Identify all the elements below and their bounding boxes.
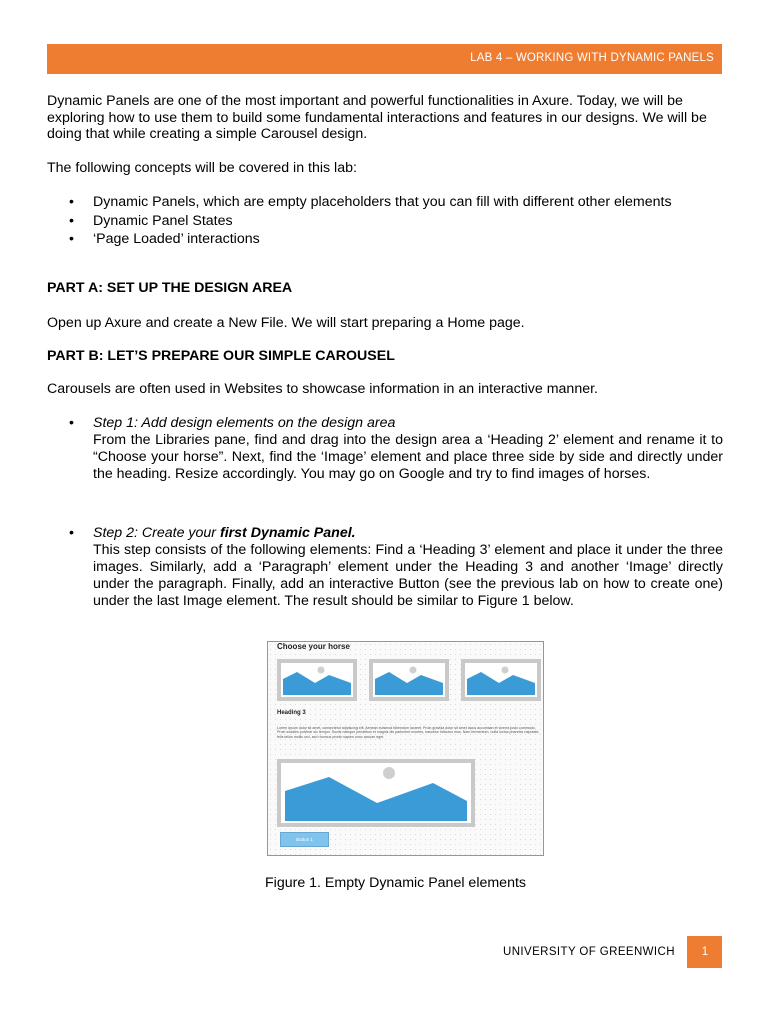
image-placeholder-icon: [281, 763, 471, 823]
figure-heading-3: Heading 3: [277, 710, 306, 716]
figure-image-3: [461, 659, 541, 701]
part-a-heading: PART A: SET UP THE DESIGN AREA: [47, 280, 293, 296]
list-item: • Dynamic Panels, which are empty placeholders that you can fill with different other elements: [69, 194, 672, 210]
bullet-icon: •: [69, 231, 74, 247]
page-number: 1: [688, 936, 722, 968]
bullet-icon: •: [69, 415, 74, 431]
figure-image-2: [369, 659, 449, 701]
figure-image-1: [277, 659, 357, 701]
image-placeholder-icon: [281, 663, 353, 697]
concepts-list: [69, 193, 729, 249]
step-1-title: Step 1: Add design elements on the design area: [93, 415, 396, 431]
image-placeholder-icon: [465, 663, 537, 697]
concepts-intro: The following concepts will be covered in this lab:: [47, 160, 357, 176]
part-b-text: Carousels are often used in Websites to showcase information in an interactive manner.: [47, 381, 598, 397]
bullet-icon: •: [69, 212, 74, 229]
figure-image-large: [277, 759, 475, 827]
figure-button[interactable]: Button 1: [280, 832, 329, 847]
step-2-title: Step 2: Create your first Dynamic Panel.: [93, 525, 356, 541]
figure-heading-2: Choose your horse: [277, 642, 350, 651]
step-2-body: This step consists of the following elements: Find a ‘Heading 3’ element and place it under the three images. Similarly, add a ‘Paragraph’ element under the Heading 3 and another ‘Image’ directly under the paragraph. Finally, add an interactive Button (see the previous lab on how to create one) under the last Image element. The result should be similar to Figure 1 below.: [93, 542, 723, 609]
bullet-icon: •: [69, 525, 74, 541]
step-1: [69, 415, 723, 483]
figure-1: [267, 641, 544, 856]
part-a-text: Open up Axure and create a New File. We will start preparing a Home page.: [47, 315, 525, 331]
header-title: LAB 4 – WORKING WITH DYNAMIC PANELS: [470, 52, 714, 64]
bullet-icon: •: [69, 194, 74, 210]
footer-university: UNIVERSITY OF GREENWICH: [503, 946, 675, 958]
figure-caption: Figure 1. Empty Dynamic Panel elements: [265, 875, 527, 891]
figure-paragraph: Lorem ipsum dolor sit amet, consectetur adipiscing elit. Aenean euismod bibendum laoreet. Proin gravida dolor sit amet lacus accumsan et viverra justo commodo. Proin sodales pulvinar sic tempor. Sociis natoque penatibus et magnis dis parturient montes, nascetur ridiculus mus. Nam fermentum, nulla luctus pharetra vulputate, felis tellus mollis orci, sed rhoncus pronin sapien nunc accuan eget.: [277, 726, 540, 739]
step-2: [69, 525, 723, 610]
list-item: • ‘Page Loaded’ interactions: [69, 231, 260, 247]
intro-paragraph: Dynamic Panels are one of the most important and powerful functionalities in Axure. Today, we will be exploring how to use them to build some fundamental interactions and features in our designs. We will be doing that while creating a simple Carousel design.: [47, 93, 707, 142]
step-1-body: From the Libraries pane, find and drag into the design area a ‘Heading 2’ element and rename it to “Choose your horse”. Next, find the ‘Image’ element and place three side by side and directly under the heading. Resize accordingly. You may go on Google and try to find images of horses.: [93, 432, 723, 482]
step-2-title-emphasis: first Dynamic Panel.: [219, 525, 356, 541]
header-bar: [47, 44, 722, 74]
part-b-heading: PART B: LET’S PREPARE OUR SIMPLE CAROUSEL: [47, 348, 395, 364]
image-placeholder-icon: [373, 663, 445, 697]
list-item: • Dynamic Panel States: [69, 212, 233, 229]
